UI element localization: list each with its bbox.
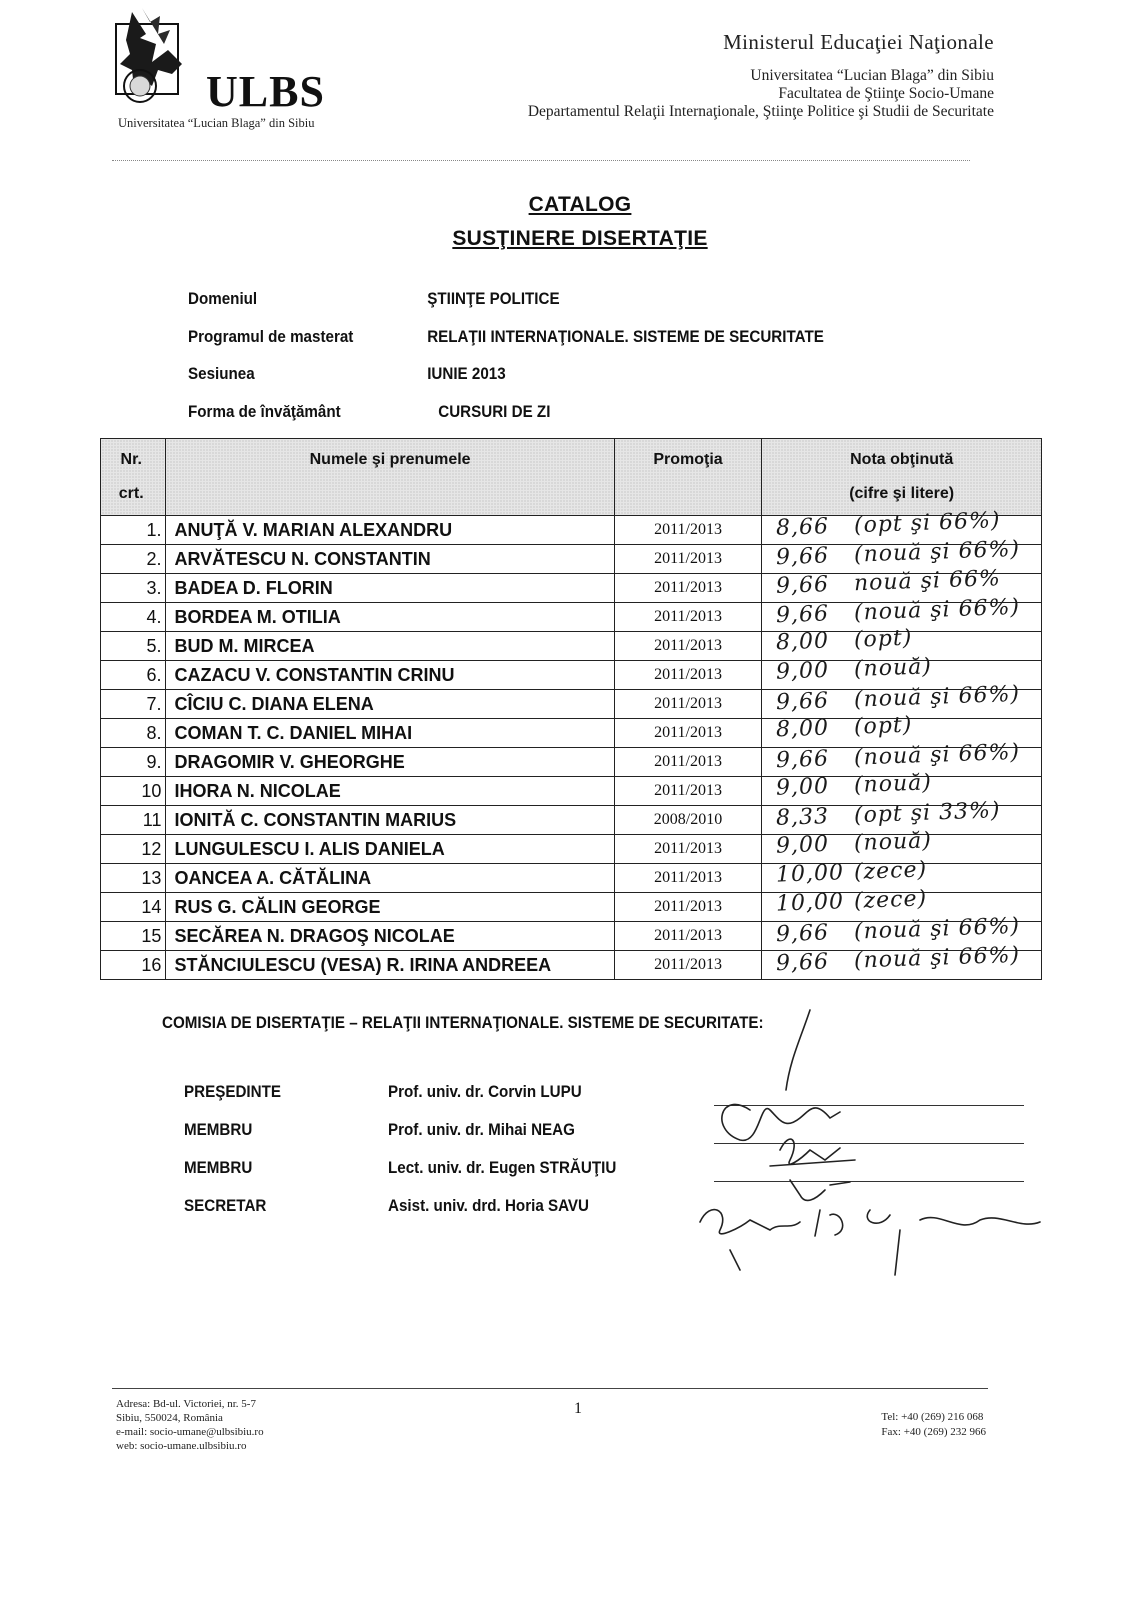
student-name: COMAN T. C. DANIEL MIHAI	[166, 719, 614, 748]
fax-line: Fax: +40 (269) 232 966	[881, 1426, 986, 1438]
student-name: ARVĂTESCU N. CONSTANTIN	[166, 545, 614, 574]
grade-number: 8,00	[775, 715, 830, 743]
header-grade-line2: (cifre şi litere)	[849, 485, 955, 502]
header-grade-line1: Nota obţinută	[850, 451, 954, 468]
handwritten-grade	[776, 713, 913, 743]
grade-number: 9,00	[775, 657, 830, 685]
row-number: 3.	[101, 574, 166, 603]
promotion-year: 2011/2013	[614, 864, 762, 893]
row-number: 6.	[101, 661, 166, 690]
header-promotion	[614, 439, 762, 516]
student-name: IONITĂ C. CONSTANTIN MARIUS	[166, 806, 614, 835]
document-title: CATALOG	[528, 193, 632, 216]
grades-table	[100, 438, 1042, 980]
row-number: 15	[101, 922, 166, 951]
grade-words: (opt)	[853, 625, 914, 653]
student-name: BUD M. MIRCEA	[166, 632, 614, 661]
student-name: DRAGOMIR V. GHEORGHE	[166, 748, 614, 777]
member-name: Asist. univ. drd. Horia SAVU	[388, 1197, 590, 1215]
row-number: 5.	[101, 632, 166, 661]
handwritten-grade	[776, 626, 913, 656]
info-row-program	[188, 328, 887, 366]
institution-header	[528, 30, 994, 121]
grade-number: 10,00	[775, 889, 845, 917]
grade-number: 9,66	[775, 920, 830, 948]
session-label: Sesiunea	[188, 365, 255, 383]
member-role: SECRETAR	[184, 1197, 267, 1215]
promotion-year: 2011/2013	[614, 777, 762, 806]
domain-value: ŞTIINŢE POLITICE	[427, 290, 560, 308]
student-name: ANUŢĂ V. MARIAN ALEXANDRU	[166, 516, 614, 545]
member-role: PREŞEDINTE	[184, 1083, 282, 1101]
logo-wordmark: ULBS	[206, 67, 325, 116]
grade-words: (zece)	[853, 857, 928, 885]
logo-caption: Universitatea “Lucian Blaga” din Sibiu	[118, 116, 315, 130]
grade-cell	[762, 942, 1042, 980]
header-name	[166, 439, 614, 516]
student-name: RUS G. CĂLIN GEORGE	[166, 893, 614, 922]
grade-number: 9,66	[775, 949, 830, 977]
promotion-year: 2011/2013	[614, 951, 762, 980]
address-line: Adresa: Bd-ul. Victoriei, nr. 5-7	[116, 1398, 256, 1410]
grade-number: 8,00	[775, 628, 830, 656]
department-name: Departamentul Relaţii Internaţionale, Ştiinţe Politice şi Studii de Securitate	[527, 103, 994, 120]
grade-words: (nouă şi 66%)	[853, 536, 1021, 568]
grade-number: 9,66	[775, 688, 830, 716]
row-number: 12	[101, 835, 166, 864]
header-nr-line2: crt.	[118, 485, 144, 502]
student-name: SECĂREA N. DRAGOŞ NICOLAE	[166, 922, 614, 951]
grade-number: 8,33	[775, 804, 830, 831]
grade-words: (nouă şi 66%)	[853, 942, 1021, 974]
grade-number: 9,00	[775, 773, 830, 801]
info-row-form	[188, 403, 887, 441]
promotion-year: 2011/2013	[614, 516, 762, 545]
promotion-year: 2011/2013	[614, 719, 762, 748]
member-role: MEMBRU	[184, 1121, 253, 1139]
grade-words: (nouă şi 66%)	[853, 913, 1021, 945]
eagle-emblem-icon	[112, 4, 208, 108]
grade-words: (opt)	[853, 712, 914, 740]
header-promotion-label: Promoţia	[653, 451, 723, 468]
grade-number: 9,66	[775, 746, 830, 774]
grade-number: 9,00	[775, 831, 830, 859]
footer-contacts	[881, 1410, 986, 1440]
commission-title: COMISIA DE DISERTAŢIE – RELAŢII INTERNAŢIONALE. SISTEME DE SECURITATE:	[162, 1014, 764, 1032]
row-number: 13	[101, 864, 166, 893]
grade-words: (nouă)	[853, 828, 933, 856]
header-nr-line1: Nr.	[120, 451, 142, 468]
city-line: Sibiu, 550024, România	[116, 1412, 223, 1424]
student-name: BADEA D. FLORIN	[166, 574, 614, 603]
page-number: 1	[574, 1400, 582, 1417]
handwritten-signatures	[690, 1000, 1050, 1290]
university-name: Universitatea “Lucian Blaga” din Sibiu	[750, 67, 994, 84]
grade-number: 10,00	[775, 860, 845, 888]
member-name: Prof. univ. dr. Corvin LUPU	[388, 1083, 582, 1101]
info-row-domain	[188, 290, 887, 328]
grade-words: (opt şi 66%)	[853, 508, 1002, 539]
promotion-year: 2011/2013	[614, 603, 762, 632]
program-label: Programul de masterat	[188, 327, 354, 346]
handwritten-grade	[776, 886, 928, 916]
row-number: 4.	[101, 603, 166, 632]
student-name: OANCEA A. CĂTĂLINA	[166, 864, 614, 893]
table-header-row	[101, 439, 1042, 516]
footer-divider	[112, 1388, 988, 1389]
promotion-year: 2011/2013	[614, 922, 762, 951]
form-label: Forma de învăţământ	[188, 402, 341, 421]
grade-words: (nouă şi 66%)	[853, 594, 1021, 626]
promotion-year: 2011/2013	[614, 574, 762, 603]
header-name-label: Numele şi prenumele	[309, 451, 471, 468]
grade-words: nouă şi 66%	[853, 566, 1002, 597]
session-value: IUNIE 2013	[427, 365, 506, 383]
header-grade	[762, 439, 1042, 516]
grade-words: (opt şi 33%)	[853, 798, 1002, 829]
row-number: 10	[101, 777, 166, 806]
row-number: 7.	[101, 690, 166, 719]
handwritten-grade	[776, 857, 928, 887]
student-name: LUNGULESCU I. ALIS DANIELA	[166, 835, 614, 864]
student-name: STĂNCIULESCU (VESA) R. IRINA ANDREEA	[166, 951, 614, 980]
member-role: MEMBRU	[184, 1159, 253, 1177]
grade-number: 8,66	[775, 514, 830, 541]
promotion-year: 2011/2013	[614, 893, 762, 922]
student-name: BORDEA M. OTILIA	[166, 603, 614, 632]
row-number: 11	[101, 806, 166, 835]
grade-number: 9,66	[775, 543, 830, 571]
member-name: Lect. univ. dr. Eugen STRĂUŢIU	[388, 1159, 617, 1177]
handwritten-grade	[776, 770, 933, 800]
grade-number: 9,66	[775, 601, 830, 629]
faculty-name: Facultatea de Ştiinţe Socio-Umane	[778, 85, 994, 102]
promotion-year: 2011/2013	[614, 632, 762, 661]
student-name: IHORA N. NICOLAE	[166, 777, 614, 806]
info-row-session	[188, 365, 887, 403]
web-line: web: socio-umane.ulbsibiu.ro	[116, 1440, 247, 1452]
row-number: 1.	[101, 516, 166, 545]
form-value: CURSURI DE ZI	[438, 402, 551, 421]
promotion-year: 2011/2013	[614, 748, 762, 777]
row-number: 8.	[101, 719, 166, 748]
promotion-year: 2011/2013	[614, 690, 762, 719]
promotion-year: 2011/2013	[614, 835, 762, 864]
promotion-year: 2011/2013	[614, 661, 762, 690]
university-logo	[112, 4, 352, 134]
domain-label: Domeniul	[188, 290, 258, 308]
grade-words: (zece)	[853, 886, 928, 914]
grade-words: (nouă şi 66%)	[853, 681, 1021, 713]
grade-number: 9,66	[775, 572, 830, 599]
promotion-year: 2008/2010	[614, 806, 762, 835]
promotion-year: 2011/2013	[614, 545, 762, 574]
member-name: Prof. univ. dr. Mihai NEAG	[388, 1121, 575, 1139]
student-name: CAZACU V. CONSTANTIN CRINU	[166, 661, 614, 690]
document-subtitle: SUSŢINERE DISERTAŢIE	[452, 227, 708, 250]
handwritten-grade	[776, 828, 933, 858]
row-number: 16	[101, 951, 166, 980]
row-number: 9.	[101, 748, 166, 777]
email-line: e-mail: socio-umane@ulbsibiu.ro	[116, 1426, 264, 1438]
table-row	[101, 951, 1042, 980]
footer-address	[116, 1397, 264, 1453]
header-nr	[101, 439, 166, 516]
ministry-name: Ministerul Educaţiei Naţionale	[723, 30, 994, 54]
handwritten-grade	[776, 654, 933, 684]
grade-words: (nouă şi 66%)	[853, 739, 1021, 771]
row-number: 2.	[101, 545, 166, 574]
header-divider	[112, 160, 970, 161]
phone-line: Tel: +40 (269) 216 068	[881, 1411, 984, 1423]
row-number: 14	[101, 893, 166, 922]
student-name: CÎCIU C. DIANA ELENA	[166, 690, 614, 719]
grade-words: (nouă)	[853, 770, 933, 798]
program-info	[188, 290, 948, 440]
program-value: RELAŢII INTERNAŢIONALE. SISTEME DE SECURITATE	[427, 327, 824, 346]
grade-words: (nouă)	[853, 654, 933, 682]
